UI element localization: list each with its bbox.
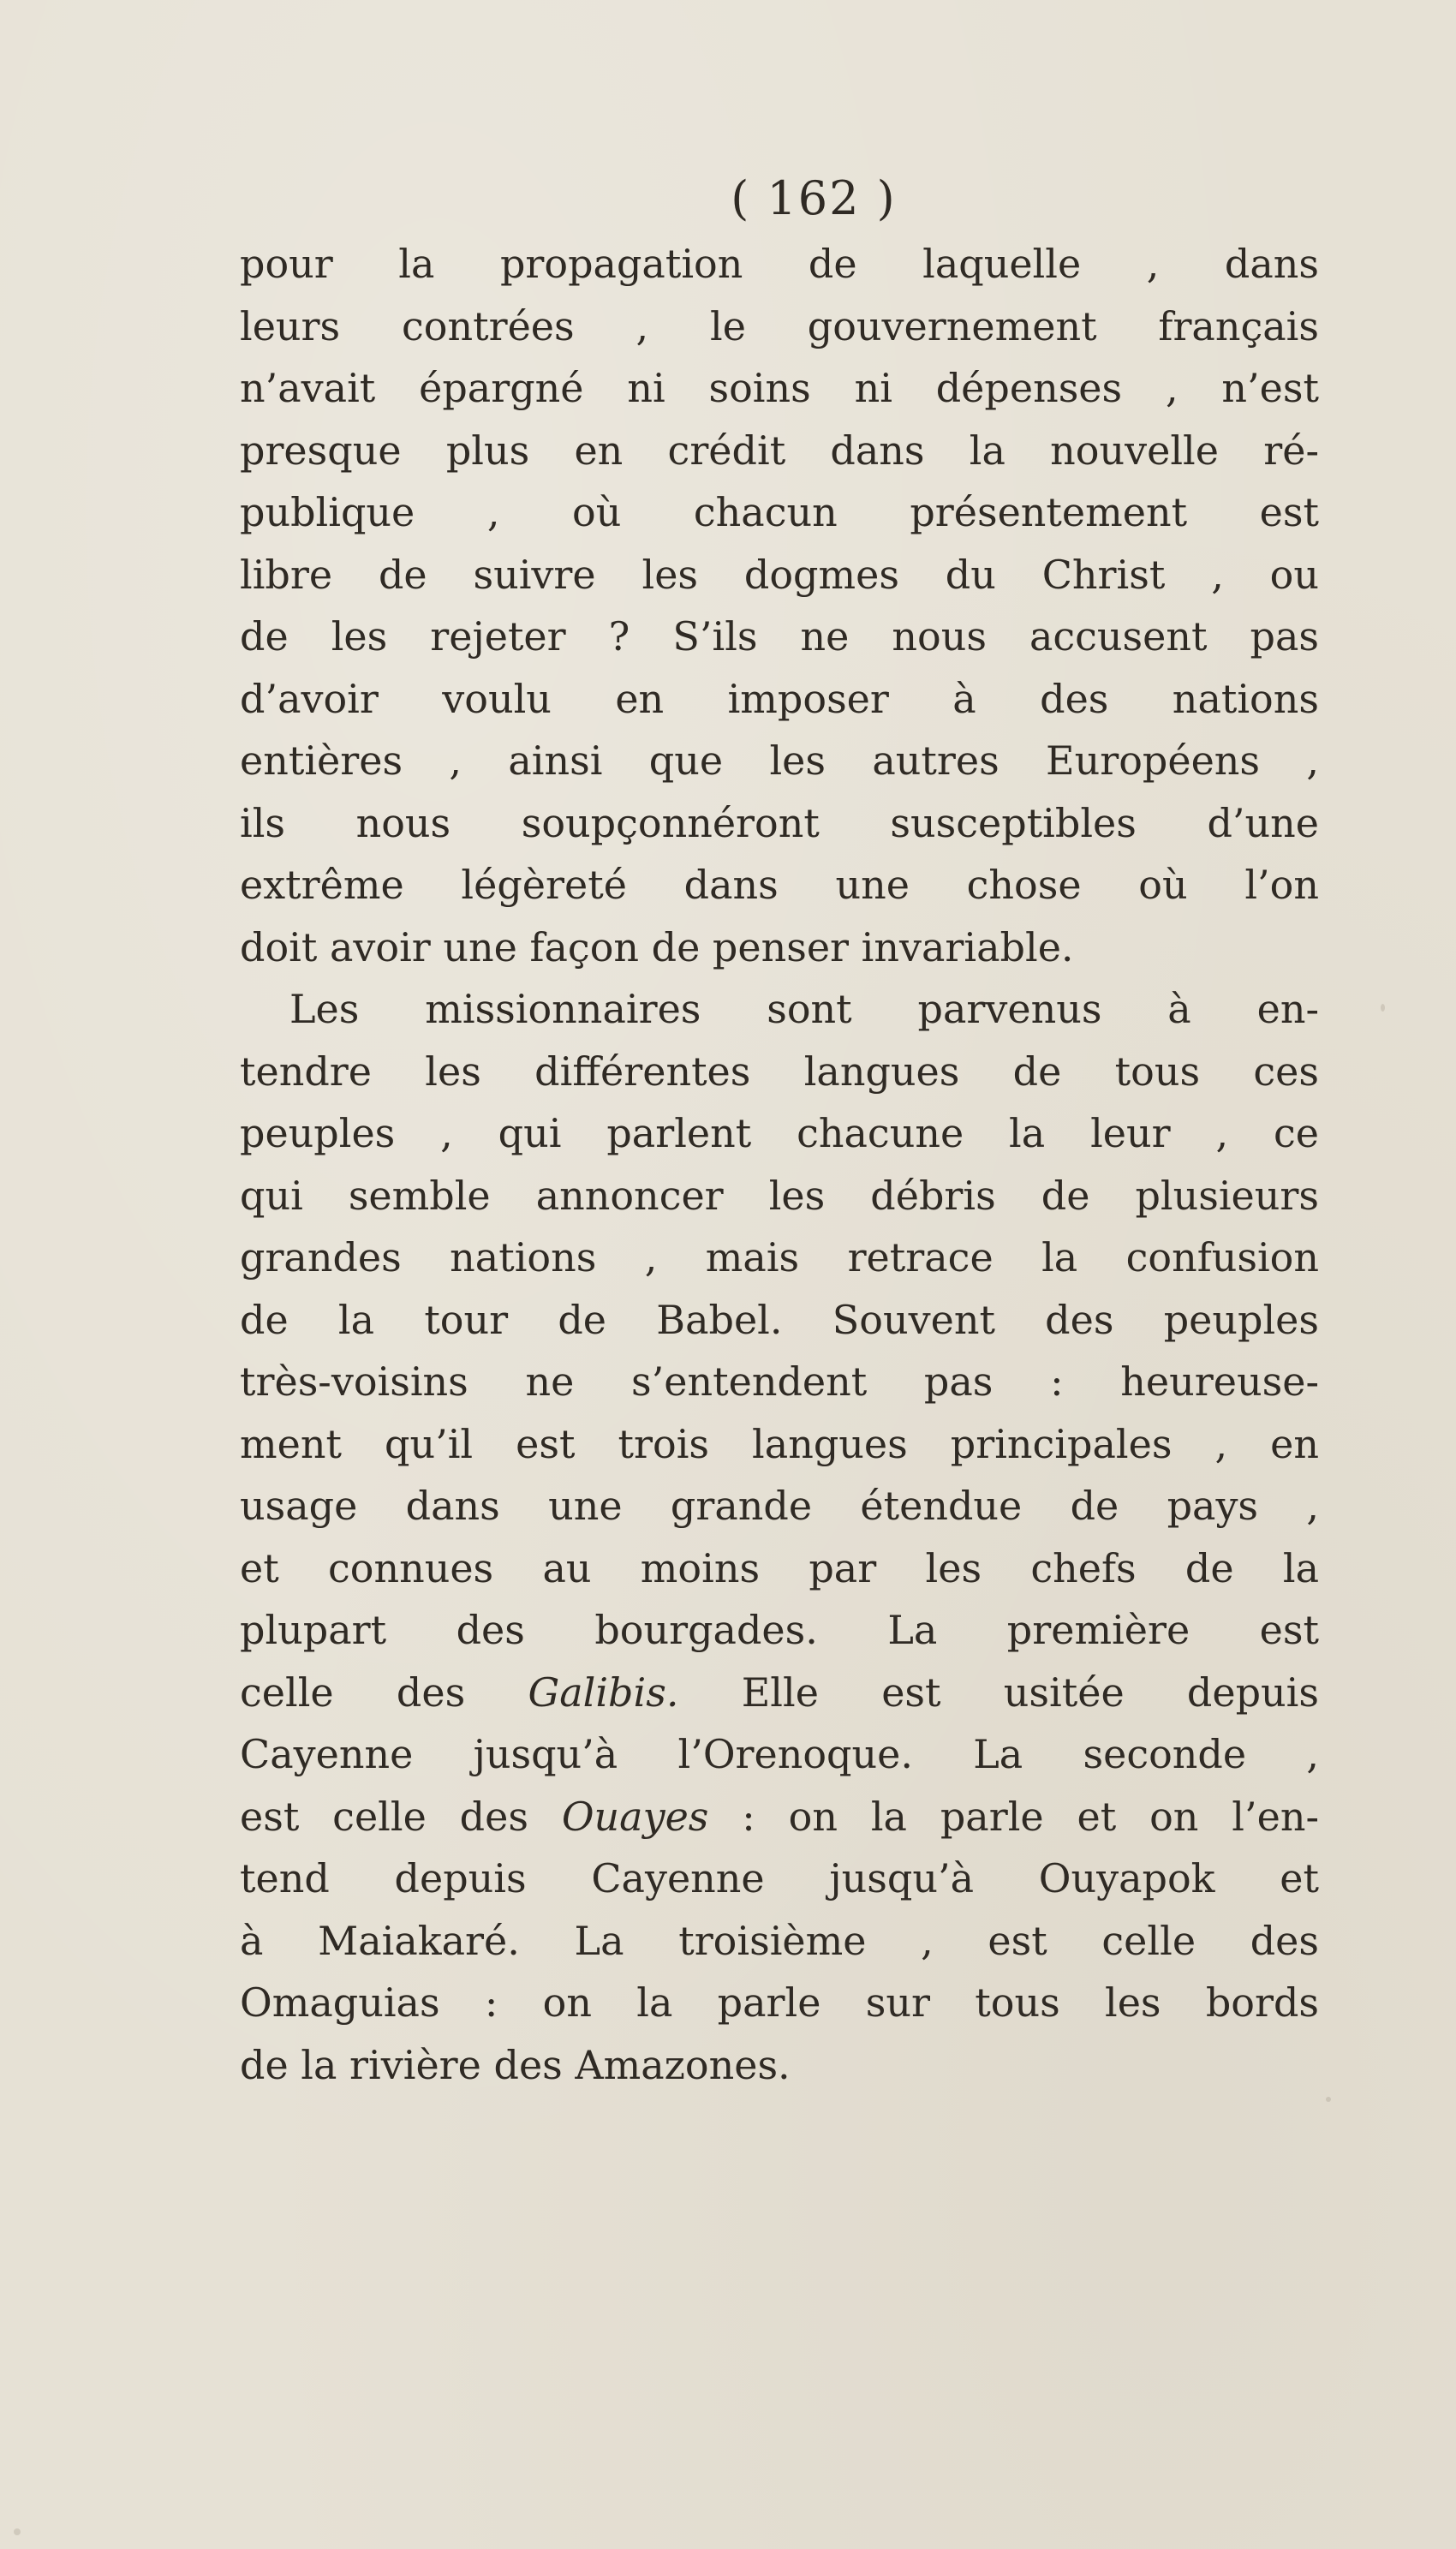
text-line: d’avoir voulu en imposer à des nations <box>240 675 1319 722</box>
text-line: qui semble annoncer les débris de plusieurs <box>240 1172 1319 1219</box>
paper-speck <box>1326 2097 1331 2102</box>
text-line: leurs contrées , le gouvernement français <box>240 302 1319 349</box>
text-line: usage dans une grande étendue de pays , <box>240 1483 1319 1529</box>
text-line: très-voisins ne s’entendent pas : heureuse- <box>240 1358 1319 1405</box>
text-segment: est celle des <box>240 1793 562 1840</box>
paper-speck <box>14 2528 21 2535</box>
text-line: peuples , qui parlent chacune la leur , ce <box>240 1110 1319 1156</box>
text-line: et connues au moins par les chefs de la <box>240 1544 1319 1591</box>
text-line: pour la propagation de laquelle , dans <box>240 241 1319 287</box>
text-line: ils nous soupçonnéront susceptibles d’une <box>240 799 1319 846</box>
text-line: Cayenne jusqu’à l’Orenoque. La seconde , <box>240 1731 1319 1777</box>
text-segment: Elle est usitée depuis <box>678 1668 1319 1716</box>
text-line: presque plus en crédit dans la nouvelle ré- <box>240 427 1319 474</box>
text-line: n’avait épargné ni soins ni dépenses , n’est <box>240 365 1319 411</box>
text-line: libre de suivre les dogmes du Christ , ou <box>240 551 1319 598</box>
text-line: extrême légèreté dans une chose où l’on <box>240 862 1319 908</box>
text-line: ment qu’il est trois langues principales , en <box>240 1420 1319 1467</box>
text-line-galibis <box>240 1662 1319 1724</box>
paragraph-end-line: de la rivière des Amazones. <box>240 2041 791 2088</box>
text-segment: celle des <box>240 1668 528 1716</box>
text-segment: : on la parle et on l’en- <box>708 1793 1319 1840</box>
text-line: grandes nations , mais retrace la confusion <box>240 1234 1319 1280</box>
text-line: publique , où chacun présentement est <box>240 489 1319 535</box>
text-line: à Maiakaré. La troisième , est celle des <box>240 1917 1319 1964</box>
paragraph-start-line: Les missionnaires sont parvenus à en- <box>289 986 1319 1032</box>
italic-term-galibis: Galibis. <box>528 1668 679 1716</box>
text-line: entières , ainsi que les autres Européens , <box>240 737 1319 784</box>
text-line-ouayes <box>240 1786 1319 1848</box>
text-line: de les rejeter ? S’ils ne nous accusent pas <box>240 613 1319 660</box>
page-text <box>240 171 1319 2096</box>
text-line: tendre les différentes langues de tous ces <box>240 1048 1319 1095</box>
italic-term-ouayes: Ouayes <box>561 1793 709 1840</box>
text-line: de la tour de Babel. Souvent des peuples <box>240 1296 1319 1343</box>
text-line: plupart des bourgades. La première est <box>240 1607 1319 1653</box>
page-number: ( 162 ) <box>731 171 897 225</box>
text-line: tend depuis Cayenne jusqu’à Ouyapok et <box>240 1855 1319 1901</box>
paper-speck <box>1381 1004 1385 1012</box>
paragraph-end-line: doit avoir une façon de penser invariable. <box>240 923 1074 970</box>
text-line: Omaguias : on la parle sur tous les bords <box>240 1979 1319 2026</box>
